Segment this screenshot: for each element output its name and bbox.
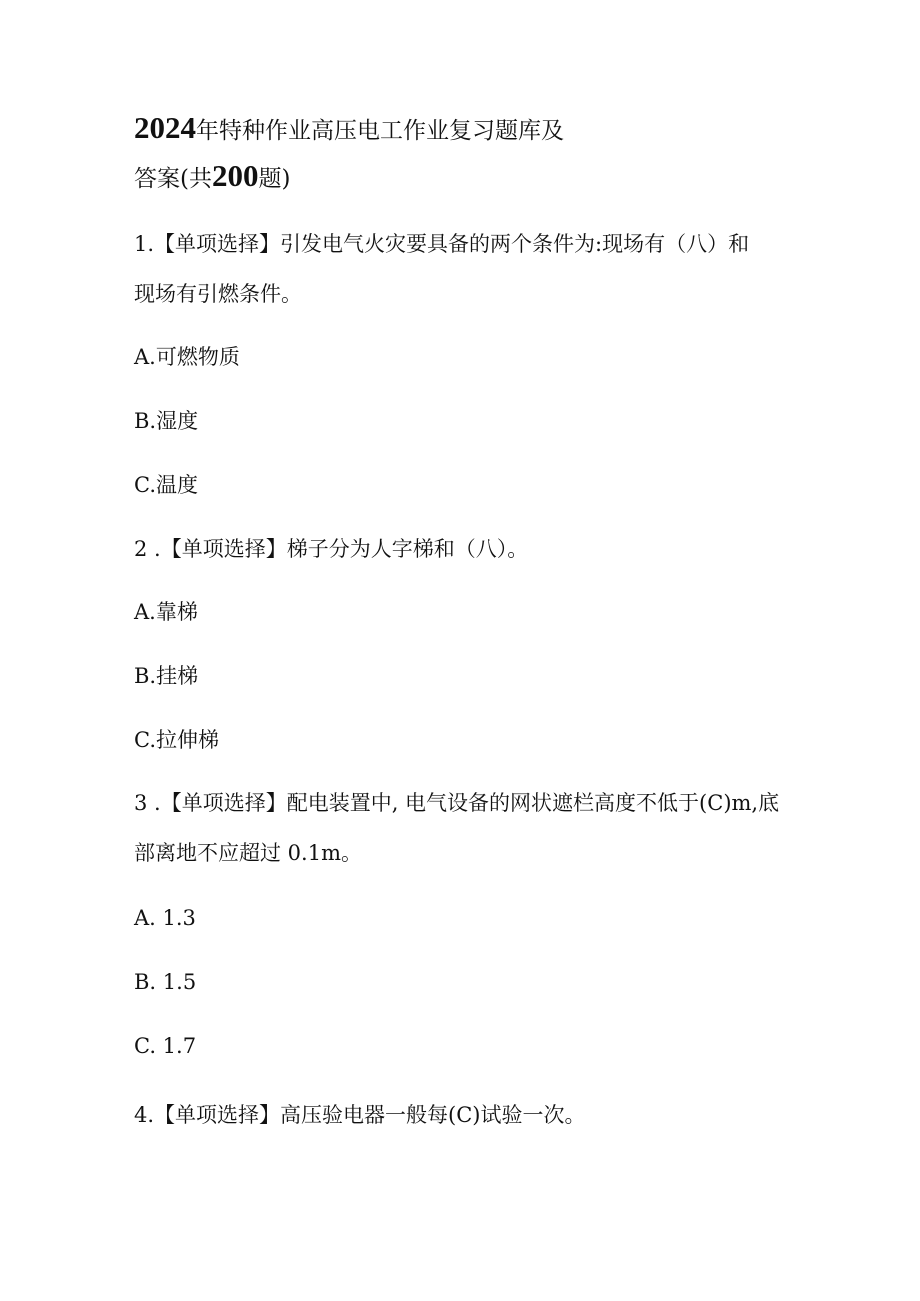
title-line2-prefix: 答案(共 xyxy=(134,166,212,192)
option-c: C.温度 xyxy=(134,473,198,497)
option-c: C. 1.7 xyxy=(134,1034,197,1058)
option-a: A.靠梯 xyxy=(134,600,198,624)
option-b: B.湿度 xyxy=(134,409,199,433)
option-b: B. 1.5 xyxy=(134,970,197,994)
question-stem-continued: 部离地不应超过 0.1m。 xyxy=(134,841,362,865)
title-line-1 xyxy=(134,112,564,143)
option-b: B.挂梯 xyxy=(134,664,199,688)
question-stem: 4.【单项选择】高压验电器一般每(C)试验一次。 xyxy=(134,1103,586,1127)
question-stem: 1.【单项选择】引发电气火灾要具备的两个条件为:现场有（八）和 xyxy=(134,232,750,256)
question-stem: 3 .【单项选择】配电装置中, 电气设备的网状遮栏高度不低于(C)m,底 xyxy=(134,791,780,815)
question-stem: 2 .【单项选择】梯子分为人字梯和（八）。 xyxy=(134,537,529,561)
option-a: A. 1.3 xyxy=(134,906,196,930)
question-stem-continued: 现场有引燃条件。 xyxy=(134,282,302,306)
title-line-2 xyxy=(134,160,290,191)
title-count: 200 xyxy=(211,158,259,193)
option-a: A.可燃物质 xyxy=(134,345,240,369)
title-year: 2024 xyxy=(134,110,196,145)
option-c: C.拉伸梯 xyxy=(134,728,219,752)
title-text: 年特种作业高压电工作业复习题库及 xyxy=(196,118,564,144)
title-line2-suffix: 题) xyxy=(258,166,291,192)
